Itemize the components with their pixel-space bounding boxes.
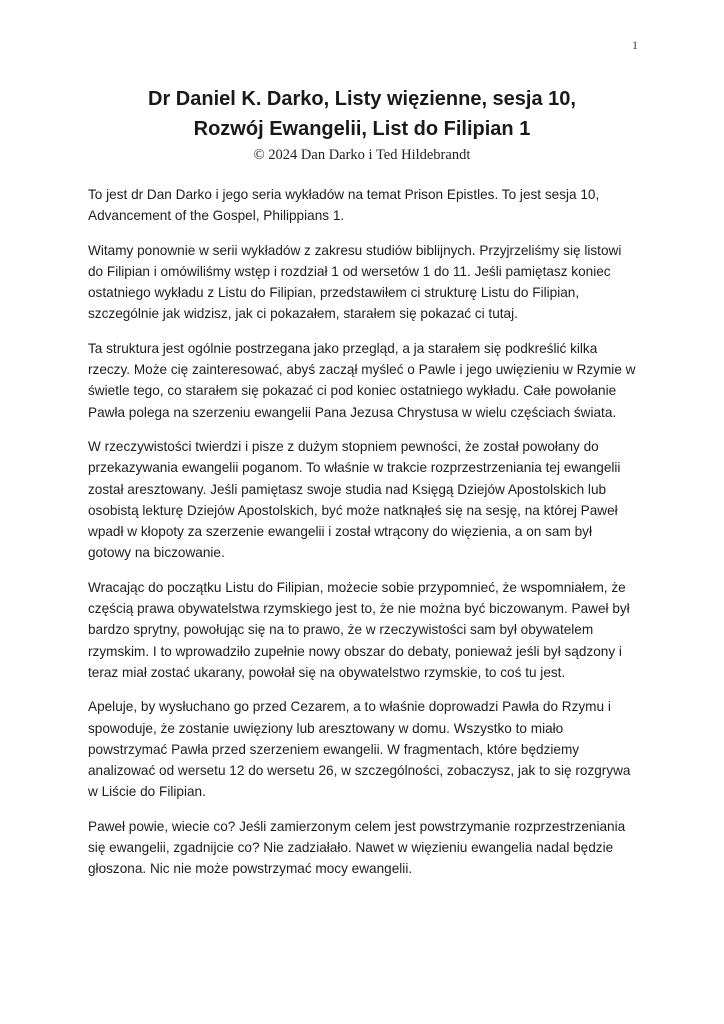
paragraph-structure: Ta struktura jest ogólnie postrzegana jako przegląd, a ja starałem się podkreślić kilka rzeczy. Może cię zainteresować, abyś zaczął myśleć o Pawle i jego uwięzieniu w Rzymie w świetle tego, co starałem się pokazać ci pod koniec ostatniego wykładu. Całe powołanie Pawła polega na szerzeniu ewangelii Pana Jezusa Chrystusa w wielu częściach świata.	[88, 340, 636, 420]
page-number: 1	[632, 38, 638, 52]
title-line-1: Dr Daniel K. Darko, Listy więzienne, sesja 10,	[148, 88, 576, 110]
document-title	[0, 84, 724, 144]
title-line-2: Rozwój Ewangelii, List do Filipian 1	[193, 118, 531, 140]
paragraph-welcome: Witamy ponownie w serii wykładów z zakresu studiów biblijnych. Przyjrzeliśmy się listowi do Filipian i omówiliśmy wstęp i rozdział 1 od wersetów 1 do 11. Jeśli pamiętasz koniec ostatniego wykładu z Listu do Filipian, przedstawiłem ci strukturę Listu do Filipian, szczególnie jak widzisz, jak ci pokazałem, starałem się pokazać ci tutaj.	[88, 242, 622, 322]
paragraph-citizenship: Wracając do początku Listu do Filipian, możecie sobie przypomnieć, że wspomniałem, że częścią prawa obywatelstwa rzymskiego jest to, że nie można być biczowanym. Paweł był bardzo sprytny, powołując się na to prawo, że w rzeczywistości sam był obywatelem rzymskim. I to wprowadziło zupełnie nowy obszar do debaty, ponieważ jeśli był sądzony i teraz miał zostać ukarany, powołał się na obywatelstwo rzymskie, to coś tu jest.	[88, 579, 630, 680]
document-body	[0, 164, 724, 880]
document-header	[0, 0, 724, 164]
paragraph-intro: To jest dr Dan Darko i jego seria wykładów na temat Prison Epistles. To jest sesja 10, Advancement of the Gospel, Philippians 1.	[88, 187, 600, 224]
copyright-line: © 2024 Dan Darko i Ted Hildebrandt	[253, 147, 471, 163]
paragraph-conclusion: Paweł powie, wiecie co? Jeśli zamierzonym celem jest powstrzymanie rozprzestrzeniania się ewangelii, zgadnijcie co? Nie zadziałało. Nawet w więzieniu ewangelia nadal będzie głoszona. Nic nie może powstrzymać mocy ewangelii.	[88, 818, 626, 877]
paragraph-appeal: Apeluje, by wysłuchano go przed Cezarem, a to właśnie doprowadzi Pawła do Rzymu i spowoduje, że zostanie uwięziony lub aresztowany w domu. Wszystko to miało powstrzymać Pawła przed szerzeniem ewangelii. W fragmentach, które będziemy analizować od wersetu 12 do wersetu 26, w szczególności, zobaczysz, jak to się rozgrywa w Liście do Filipian.	[88, 699, 631, 800]
paragraph-calling: W rzeczywistości twierdzi i pisze z dużym stopniem pewności, że został powołany do przekazywania ewangelii poganom. To właśnie w trakcie rozprzestrzeniania tej ewangelii został aresztowany. Jeśli pamiętasz swoje studia nad Księgą Dziejów Apostolskich lub osobistą lekturę Dziejów Apostolskich, być może natknąłeś się na sesję, na której Paweł wpadł w kłopoty za szerzenie ewangelii i został wtrącony do więzienia, a on sam był gotowy na biczowanie.	[88, 438, 621, 561]
